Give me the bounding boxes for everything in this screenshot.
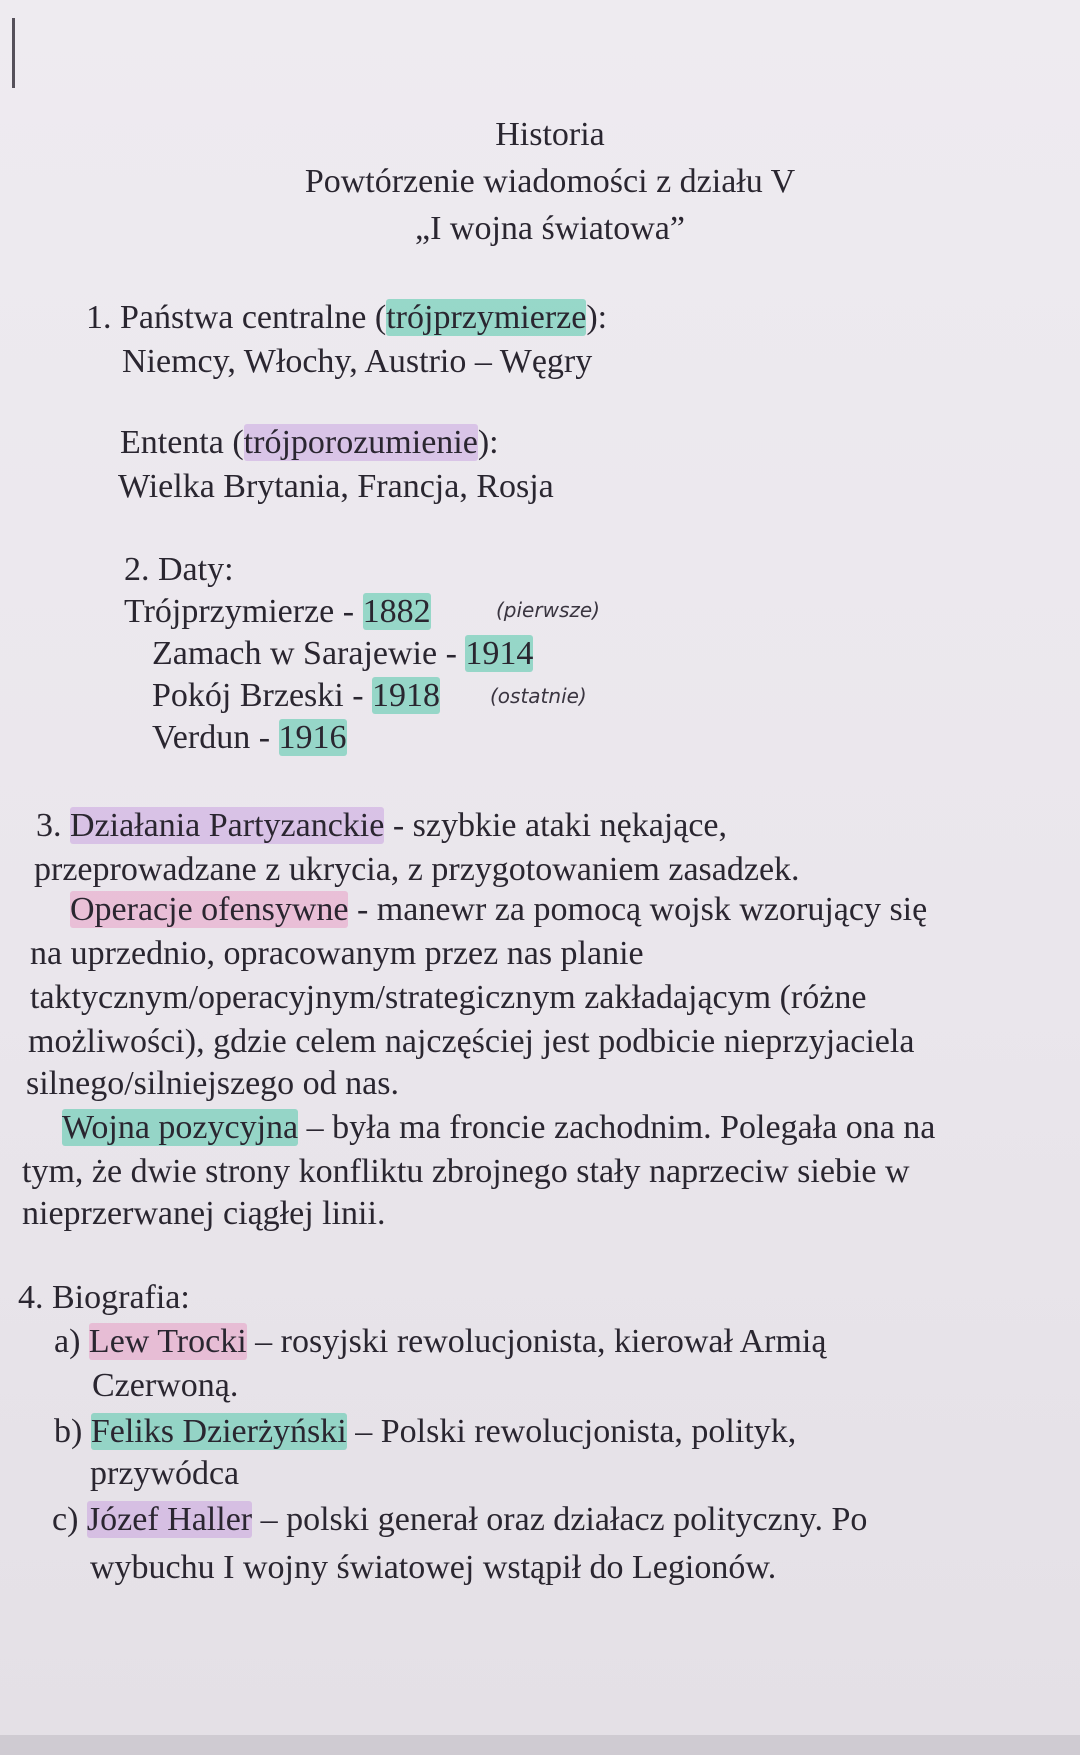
handwritten-note: (pierwsze)	[496, 598, 600, 622]
date-row	[152, 634, 533, 674]
document-subtitle: Powtórzenie wiadomości z działu V	[304, 163, 796, 200]
section3-p1-line2: przeprowadzane z ukrycia, z przygotowaniem zasadzek.	[34, 851, 800, 888]
biography-a-line2: Czerwoną.	[92, 1367, 239, 1404]
section3-p2-line2: na uprzednio, opracowanym przez nas planie	[30, 935, 644, 972]
name-lew-trocki: Lew Trocki	[88, 1323, 247, 1360]
biography-a-rest: – rosyjski rewolucjonista, kierował Armią	[246, 1323, 827, 1360]
section3-p3-line3: nieprzerwanej ciągłej linii.	[22, 1195, 386, 1232]
document-topic: „I wojna światowa”	[414, 210, 685, 247]
section1-line1	[86, 298, 607, 338]
term-trojporozumienie: trójporozumienie	[243, 424, 478, 461]
biography-c-line2: wybuchu I wojny światowej wstąpił do Legionów.	[90, 1549, 777, 1586]
section1-line3-prefix: Ententa (	[120, 424, 244, 461]
section3-p1-line1	[36, 806, 727, 846]
document-subject: Historia	[495, 116, 605, 153]
date-label: Zamach w Sarajewie -	[152, 635, 466, 672]
biography-b-rest: – Polski rewolucjonista, polityk,	[346, 1413, 797, 1450]
section1-line3-suffix: ):	[477, 424, 499, 461]
section3-p3-line1	[62, 1108, 935, 1148]
biography-a	[54, 1322, 826, 1362]
section3-p2-line1	[70, 890, 927, 930]
section1-line1-prefix: 1. Państwa centralne (	[86, 299, 387, 336]
pen-mark	[12, 18, 15, 88]
biography-b	[54, 1412, 796, 1452]
biography-c	[52, 1500, 867, 1540]
date-year: 1914	[465, 635, 534, 672]
date-year: 1916	[278, 719, 347, 756]
date-label: Verdun -	[152, 719, 279, 756]
section4-heading: 4. Biografia:	[18, 1279, 190, 1316]
date-year: 1918	[372, 677, 441, 714]
date-row	[152, 676, 440, 716]
section3-p1-rest: - szybkie ataki nękające,	[384, 807, 727, 844]
date-label: Trójprzymierze -	[124, 593, 363, 630]
date-row	[152, 718, 347, 758]
section1-line4: Wielka Brytania, Francja, Rosja	[118, 468, 554, 505]
section1-line2: Niemcy, Włochy, Austrio – Węgry	[122, 343, 593, 380]
biography-c-rest: – polski generał oraz działacz polityczny. Po	[252, 1501, 868, 1538]
name-jozef-haller: Józef Haller	[86, 1501, 253, 1538]
section3-p3-rest: – była ma froncie zachodnim. Polegała ona na	[298, 1109, 936, 1146]
section3-p2-line5: silnego/silniejszego od nas.	[26, 1065, 400, 1102]
list-marker: c)	[52, 1501, 87, 1538]
section2-heading: 2. Daty:	[124, 551, 234, 588]
date-label: Pokój Brzeski -	[152, 677, 373, 714]
section1-line3	[120, 423, 499, 463]
list-marker: b)	[54, 1413, 91, 1450]
date-row	[124, 592, 431, 632]
section3-p2-line3: taktycznym/operacyjnym/strategicznym zakładającym (różne	[30, 979, 867, 1016]
paper-bottom-edge	[0, 1735, 1080, 1755]
term-dzialania-partyzanckie: Działania Partyzanckie	[70, 807, 385, 844]
date-year: 1882	[362, 593, 431, 630]
handwritten-note: (ostatnie)	[490, 684, 587, 708]
section1-line1-suffix: ):	[586, 299, 608, 336]
name-feliks-dzierzynski: Feliks Dzierżyński	[90, 1413, 347, 1450]
term-operacje-ofensywne: Operacje ofensywne	[70, 891, 349, 928]
section3-p3-line2: tym, że dwie strony konfliktu zbrojnego stały naprzeciw siebie w	[22, 1153, 910, 1190]
term-wojna-pozycyjna: Wojna pozycyjna	[62, 1109, 299, 1146]
biography-b-line2: przywódca	[90, 1455, 240, 1492]
section3-number: 3.	[36, 807, 70, 844]
section3-p2-line4: możliwości), gdzie celem najczęściej jest podbicie nieprzyjaciela	[28, 1023, 915, 1060]
term-trojprzymierze: trójprzymierze	[386, 299, 587, 336]
list-marker: a)	[54, 1323, 89, 1360]
section3-p2-rest: - manewr za pomocą wojsk wzorujący się	[348, 891, 928, 928]
